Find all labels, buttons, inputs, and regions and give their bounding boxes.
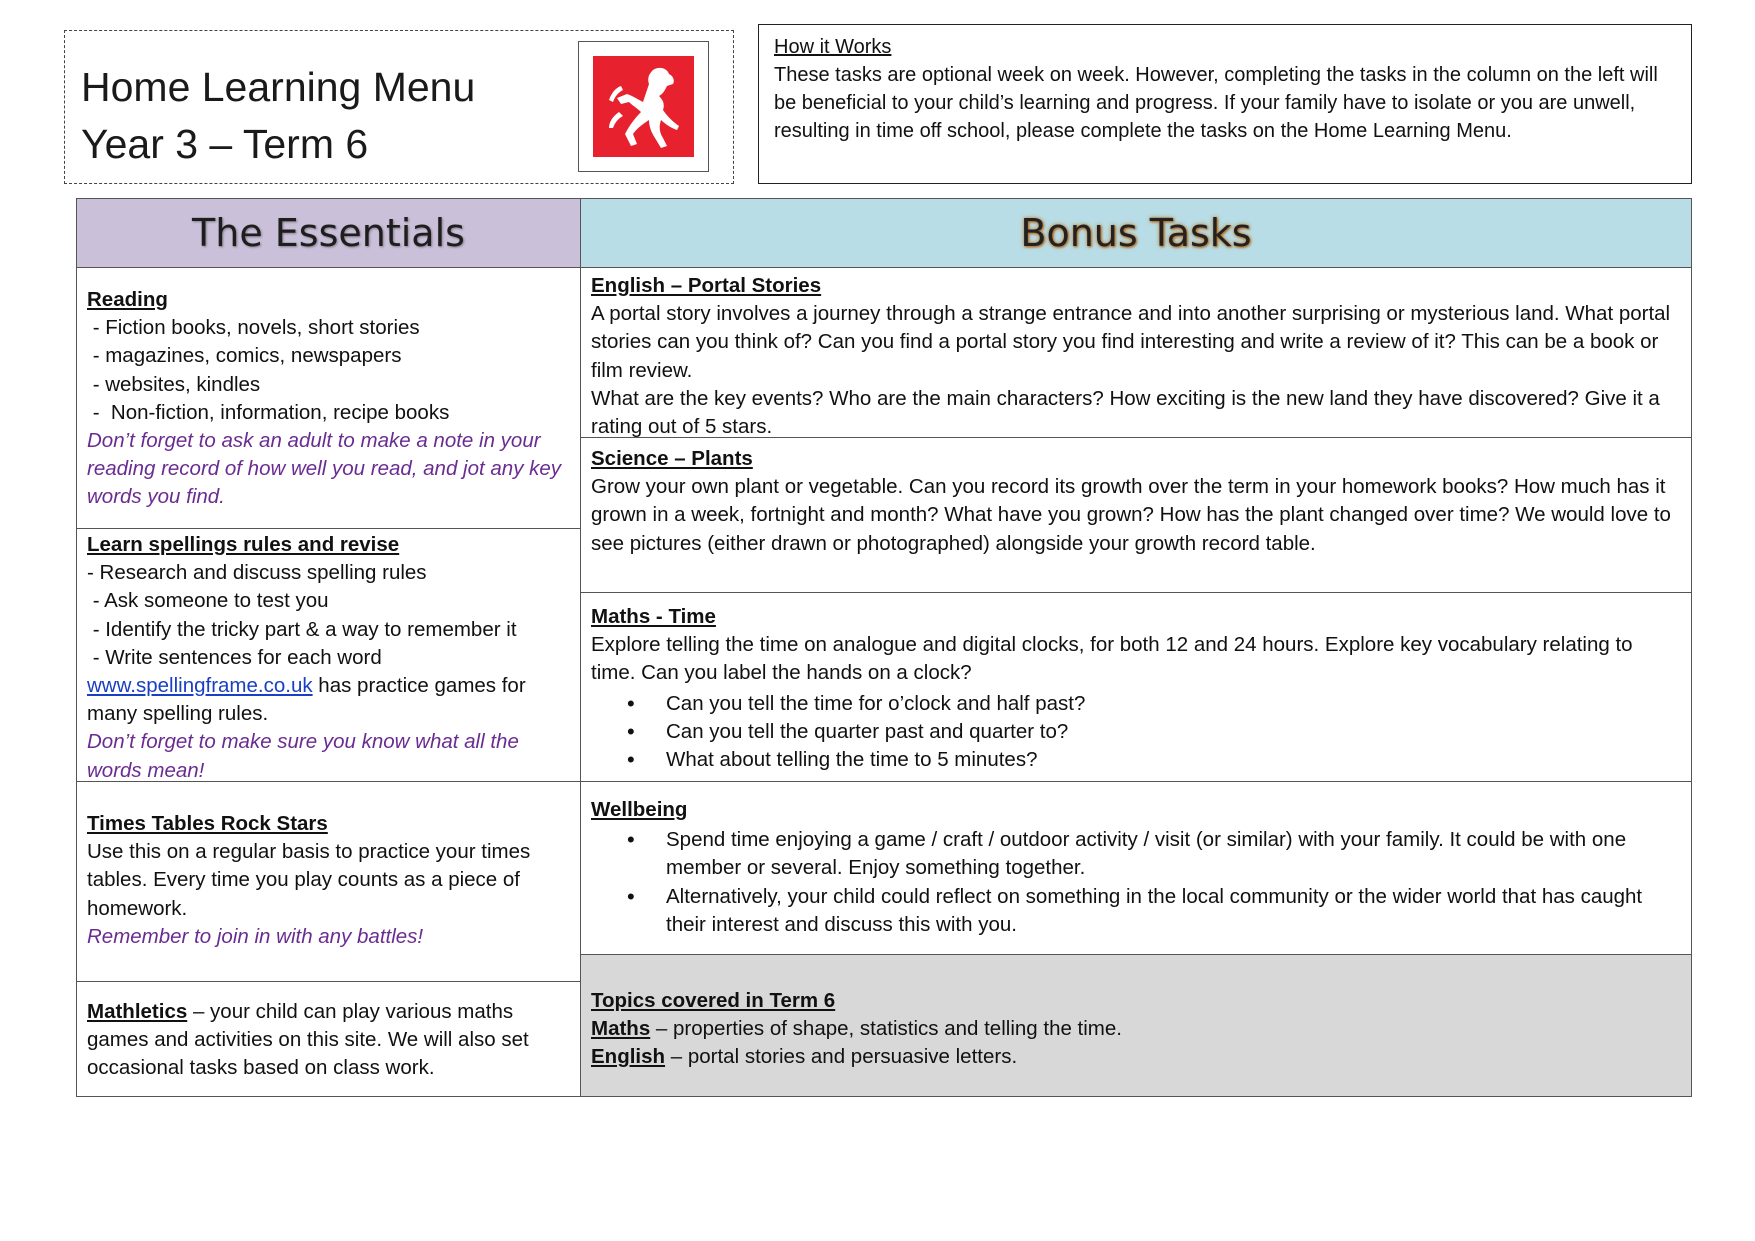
topics-title: Topics covered in Term 6 xyxy=(591,989,836,1012)
topics-maths xyxy=(591,1015,1681,1043)
english-para-1: A portal story involves a journey through a strange entrance and into another surprising or mysterious land. What portal stories can you think of? Can you find a portal story you find interesting and write a review of it? This can be a book or film review. xyxy=(591,302,1671,382)
spellings-item: - Identify the tricky part & a way to remember it xyxy=(87,617,517,641)
topics-maths-text: – properties of shape, statistics and telling the time. xyxy=(650,1017,1122,1041)
topics-maths-label: Maths xyxy=(591,1017,651,1041)
topics-english xyxy=(591,1043,1681,1071)
spellings-note: Don’t forget to make sure you know what all the words mean! xyxy=(87,730,519,782)
mathletics-text xyxy=(87,998,570,1083)
spellings-link-text xyxy=(87,672,570,728)
spellings-item: - Write sentences for each word xyxy=(87,645,382,669)
page-title xyxy=(81,59,475,173)
topics-english-text: – portal stories and persuasive letters. xyxy=(665,1045,1018,1069)
wellbeing-cell xyxy=(580,781,1692,955)
white-horse-on-red-emblem-icon xyxy=(593,56,694,157)
list-item: • Can you tell the time for o’clock and half past? xyxy=(666,690,1681,718)
wellbeing-title: Wellbeing xyxy=(591,798,688,821)
spellings-cell xyxy=(76,528,581,782)
spellings-item: - Ask someone to test you xyxy=(87,589,329,613)
reading-cell xyxy=(76,267,581,529)
ttrs-note: Remember to join in with any battles! xyxy=(87,924,424,948)
list-item: • What about telling the time to 5 minutes? xyxy=(666,746,1681,774)
times-tables-cell xyxy=(76,781,581,982)
mathletics-cell xyxy=(76,981,581,1097)
spellings-item: - Research and discuss spelling rules xyxy=(87,561,427,585)
spellings-title: Learn spellings rules and revise xyxy=(87,533,400,556)
reading-note: Don’t forget to ask an adult to make a note in your reading record of how well you read, and jot any key words you find. xyxy=(87,429,562,509)
reading-item: - Non-fiction, information, recipe books xyxy=(87,400,450,424)
science-text: Grow your own plant or vegetable. Can you record its growth over the term in your homework books? How much has it grown in a week, fortnight and month? What have you grown? How has the plant changed over time? We would love to see pictures (either drawn or photographed) alongside your growth record table. xyxy=(591,475,1671,555)
mathletics-title: Mathletics xyxy=(87,1000,188,1023)
spellings-link-suffix: has practice games for many spelling rules. xyxy=(87,674,526,726)
reading-item: - Fiction books, novels, short stories xyxy=(87,316,420,340)
maths-text: Explore telling the time on analogue and digital clocks, for both 12 and 24 hours. Explore key vocabulary relating to time. Can you label the hands on a clock? xyxy=(591,633,1633,685)
reading-item: - websites, kindles xyxy=(87,372,261,396)
english-para-2: What are the key events? Who are the main characters? How exciting is the new land they have discovered? Give it a rating out of 5 stars. xyxy=(591,386,1660,439)
maths-title: Maths - Time xyxy=(591,605,716,628)
topics-cell xyxy=(580,954,1692,1097)
english-portal-cell xyxy=(580,267,1692,438)
list-item: • Alternatively, your child could reflect on something in the local community or the wider world that has caught their interest and discuss this with you. xyxy=(666,883,1681,939)
title-line-2: Year 3 – Term 6 xyxy=(81,121,369,167)
bonus-tasks-heading: Bonus Tasks xyxy=(580,198,1692,268)
ttrs-text: Use this on a regular basis to practice your times tables. Every time you play counts as a piece of homework. xyxy=(87,840,531,920)
science-title: Science – Plants xyxy=(591,447,753,470)
list-item: • Spend time enjoying a game / craft / outdoor activity / visit (or similar) with your family. It could be with one member or several. Enjoy something together. xyxy=(666,826,1681,882)
topics-english-label: English xyxy=(591,1045,666,1069)
maths-bullets xyxy=(591,690,1681,775)
ttrs-title: Times Tables Rock Stars xyxy=(87,812,328,835)
title-line-1: Home Learning Menu xyxy=(81,64,476,110)
list-item: • Can you tell the quarter past and quarter to? xyxy=(666,718,1681,746)
reading-title: Reading xyxy=(87,288,168,311)
reading-item: - magazines, comics, newspapers xyxy=(87,344,402,368)
how-it-works-title: How it Works xyxy=(774,36,892,58)
wellbeing-bullets xyxy=(591,826,1681,939)
maths-time-cell xyxy=(580,592,1692,782)
mathletics-desc: – your child can play various maths games and activities on this site. We will also set occasional tasks based on class work. xyxy=(87,1000,529,1080)
english-title: English – Portal Stories xyxy=(591,274,822,297)
science-cell xyxy=(580,437,1692,593)
essentials-heading: The Essentials xyxy=(76,198,581,268)
how-it-works-text: These tasks are optional week on week. However, completing the tasks in the column on the left will be beneficial to your child’s learning and progress. If your family have to isolate or you are unwell, resulting in time off school, please complete the tasks on the Home Learning Menu. xyxy=(774,64,1658,142)
title-box xyxy=(64,30,734,184)
spellingframe-link[interactable]: www.spellingframe.co.uk xyxy=(87,674,313,698)
how-it-works-box xyxy=(758,24,1692,184)
logo xyxy=(578,41,709,172)
